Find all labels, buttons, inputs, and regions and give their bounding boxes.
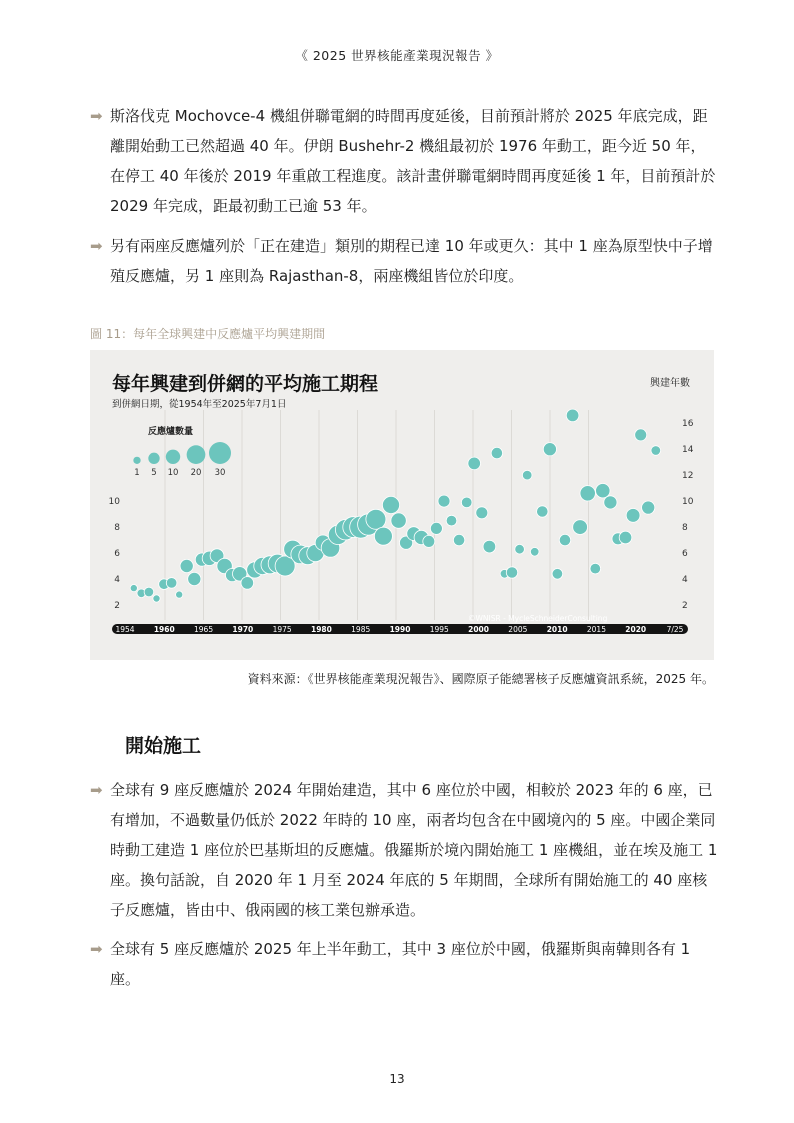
data-bubble <box>491 447 502 458</box>
data-bubble <box>430 522 442 534</box>
x-tick-label: 2015 <box>586 625 606 634</box>
data-bubble <box>130 585 137 592</box>
data-bubble <box>144 587 154 597</box>
chart-svg <box>90 350 714 660</box>
y-tick-label-left: 2 <box>114 601 120 612</box>
data-bubble <box>530 548 539 557</box>
data-bubble <box>476 507 488 519</box>
data-bubble <box>468 457 481 470</box>
running-header: 《 2025 世界核能產業現況報告 》 <box>295 48 499 63</box>
legend-bubble <box>133 457 140 464</box>
legend-size-label: 30 <box>214 468 226 478</box>
arrow-right-icon: ➡ <box>90 107 103 125</box>
data-bubble <box>635 429 647 441</box>
x-tick-label: 1960 <box>153 625 175 634</box>
bubbles <box>130 409 660 602</box>
paragraph-text: 全球有 5 座反應爐於 2025 年上半年動工，其中 3 座位於中國，俄羅斯與南韓則各有 1 座。 <box>110 940 691 988</box>
data-bubble <box>374 527 392 545</box>
chart-title: 每年興建到併網的平均施工期程 <box>112 373 379 395</box>
figure-source: 資料來源：《世界核能產業現況報告》、國際原子能總署核子反應爐資訊系統，2025 年。 <box>247 672 714 686</box>
data-bubble <box>573 520 588 535</box>
x-tick-label: 2010 <box>546 625 568 634</box>
data-bubble <box>651 446 661 456</box>
y-tick-label-right: 10 <box>682 497 694 508</box>
data-bubble <box>626 509 640 523</box>
data-bubble <box>515 544 525 554</box>
x-tick-label: 1990 <box>389 625 411 634</box>
x-tick-label: 1985 <box>351 625 371 634</box>
y-ticks-left <box>109 497 121 611</box>
arrow-right-icon: ➡ <box>90 781 103 799</box>
bullet-paragraph-mochovce <box>90 101 718 221</box>
chart-panel <box>90 350 714 660</box>
figure-caption: 圖 11：每年全球興建中反應爐平均興建期間 <box>90 327 326 341</box>
y-ticks-right <box>682 419 694 611</box>
chart-subtitle: 到併網日期，從1954年至2025年7月1日 <box>112 399 287 410</box>
data-bubble <box>423 535 435 547</box>
x-tick-label: 2000 <box>468 625 490 634</box>
data-bubble <box>153 595 160 602</box>
legend-size-label: 10 <box>167 468 179 478</box>
paragraph-text: 斯洛伐克 Mochovce-4 機組併聯電網的時間再度延後，目前預計將於 2025 年底完成，距離開始動工已然超過 40 年。伊朗 Bushehr-2 機組最初於 1976 年動工，距今近 50 年，在停工 40 年後於 2019 年重啟工程進度。該計畫併聯電網時間再度延後 1 年，目前預計於 2029 年完成，距最初動工已逾 53 年。 <box>110 107 716 215</box>
x-tick-label: 1975 <box>272 625 292 634</box>
data-bubble <box>596 484 610 498</box>
x-tick-label: 1995 <box>429 625 449 634</box>
data-bubble <box>176 591 183 598</box>
arrow-right-icon: ➡ <box>90 237 103 255</box>
y-tick-label-right: 12 <box>682 471 694 482</box>
data-bubble <box>559 534 570 545</box>
data-bubble <box>522 470 532 480</box>
bullet-paragraph-india <box>90 231 718 291</box>
y-tick-label-right: 4 <box>682 575 688 586</box>
data-bubble <box>537 506 548 517</box>
data-bubble <box>590 563 601 574</box>
y-tick-label-left: 8 <box>114 523 120 534</box>
y-tick-label-left: 10 <box>108 497 120 508</box>
y-tick-label-right: 14 <box>682 445 694 456</box>
section-heading: 開始施工 <box>125 735 202 757</box>
data-bubble <box>619 531 632 544</box>
data-bubble <box>446 515 457 526</box>
legend-title: 反應爐數量 <box>148 427 194 437</box>
data-bubble <box>604 496 617 509</box>
x-tick-label: 2020 <box>625 625 647 634</box>
paragraph-text: 另有兩座反應爐列於「正在建造」類別的期程已達 10 年或更久：其中 1 座為原型快中子增殖反應爐，另 1 座則為 Rajasthan-8，兩座機組皆位於印度。 <box>110 237 713 285</box>
data-bubble <box>483 540 496 553</box>
watermark: ©WNISR - MycleSchneiderConsulting <box>468 614 608 623</box>
x-tick-label: 1954 <box>115 625 135 634</box>
data-bubble <box>453 534 464 545</box>
data-bubble <box>188 572 201 585</box>
legend-bubble <box>166 450 180 464</box>
x-tick-label: 7/25 <box>666 625 684 634</box>
y-tick-label-right: 8 <box>682 523 688 534</box>
y-tick-label-right: 6 <box>682 549 688 560</box>
x-tick-label: 2005 <box>508 625 528 634</box>
legend-bubble <box>187 445 206 464</box>
data-bubble <box>552 569 563 580</box>
bullet-paragraph-2025-starts <box>90 934 718 994</box>
data-bubble <box>580 486 595 501</box>
x-tick-label: 1980 <box>310 625 332 634</box>
data-bubble <box>438 495 450 507</box>
y-tick-label-right: 2 <box>682 601 688 612</box>
y-axis-label: 興建年數 <box>650 378 690 389</box>
arrow-right-icon: ➡ <box>90 940 103 958</box>
data-bubble <box>180 559 193 572</box>
data-bubble <box>543 443 556 456</box>
data-bubble <box>391 513 406 528</box>
legend-bubble <box>209 442 231 464</box>
y-tick-label-left: 6 <box>114 549 120 560</box>
y-tick-label-left: 4 <box>114 575 120 586</box>
legend-size-label: 5 <box>151 468 157 478</box>
legend-size-label: 20 <box>190 468 202 478</box>
page-number: 13 <box>389 1072 405 1086</box>
paragraph-text: 全球有 9 座反應爐於 2024 年開始建造，其中 6 座位於中國，相較於 2023 年的 6 座，已有增加，不過數量仍低於 2022 年時的 10 座，兩者均包含在中國境內的 5 座。中國企業同時動工建造 1 座位於巴基斯坦的反應爐。俄羅斯於境內開始施工 1 座機組，並在埃及施工 1 座。換句話說，自 2020 年 1 月至 2024 年底的 5 年期間，全球所有開始施工的 40 座核子反應爐，皆由中、俄兩國的核工業包辦承造。 <box>110 781 718 919</box>
x-ticks <box>115 625 683 634</box>
data-bubble <box>382 496 399 513</box>
data-bubble <box>566 409 579 422</box>
x-tick-label: 1970 <box>232 625 254 634</box>
data-bubble <box>241 577 254 590</box>
data-bubble <box>506 567 517 578</box>
data-bubble <box>642 501 655 514</box>
data-bubble <box>461 497 472 508</box>
legend-size-label: 1 <box>134 468 140 478</box>
x-tick-label: 1965 <box>194 625 214 634</box>
legend-bubble <box>148 453 159 464</box>
bullet-paragraph-2024-starts <box>90 775 718 925</box>
y-tick-label-right: 16 <box>682 419 694 430</box>
data-bubble <box>166 578 177 589</box>
data-bubble <box>366 509 386 529</box>
legend <box>133 442 231 478</box>
